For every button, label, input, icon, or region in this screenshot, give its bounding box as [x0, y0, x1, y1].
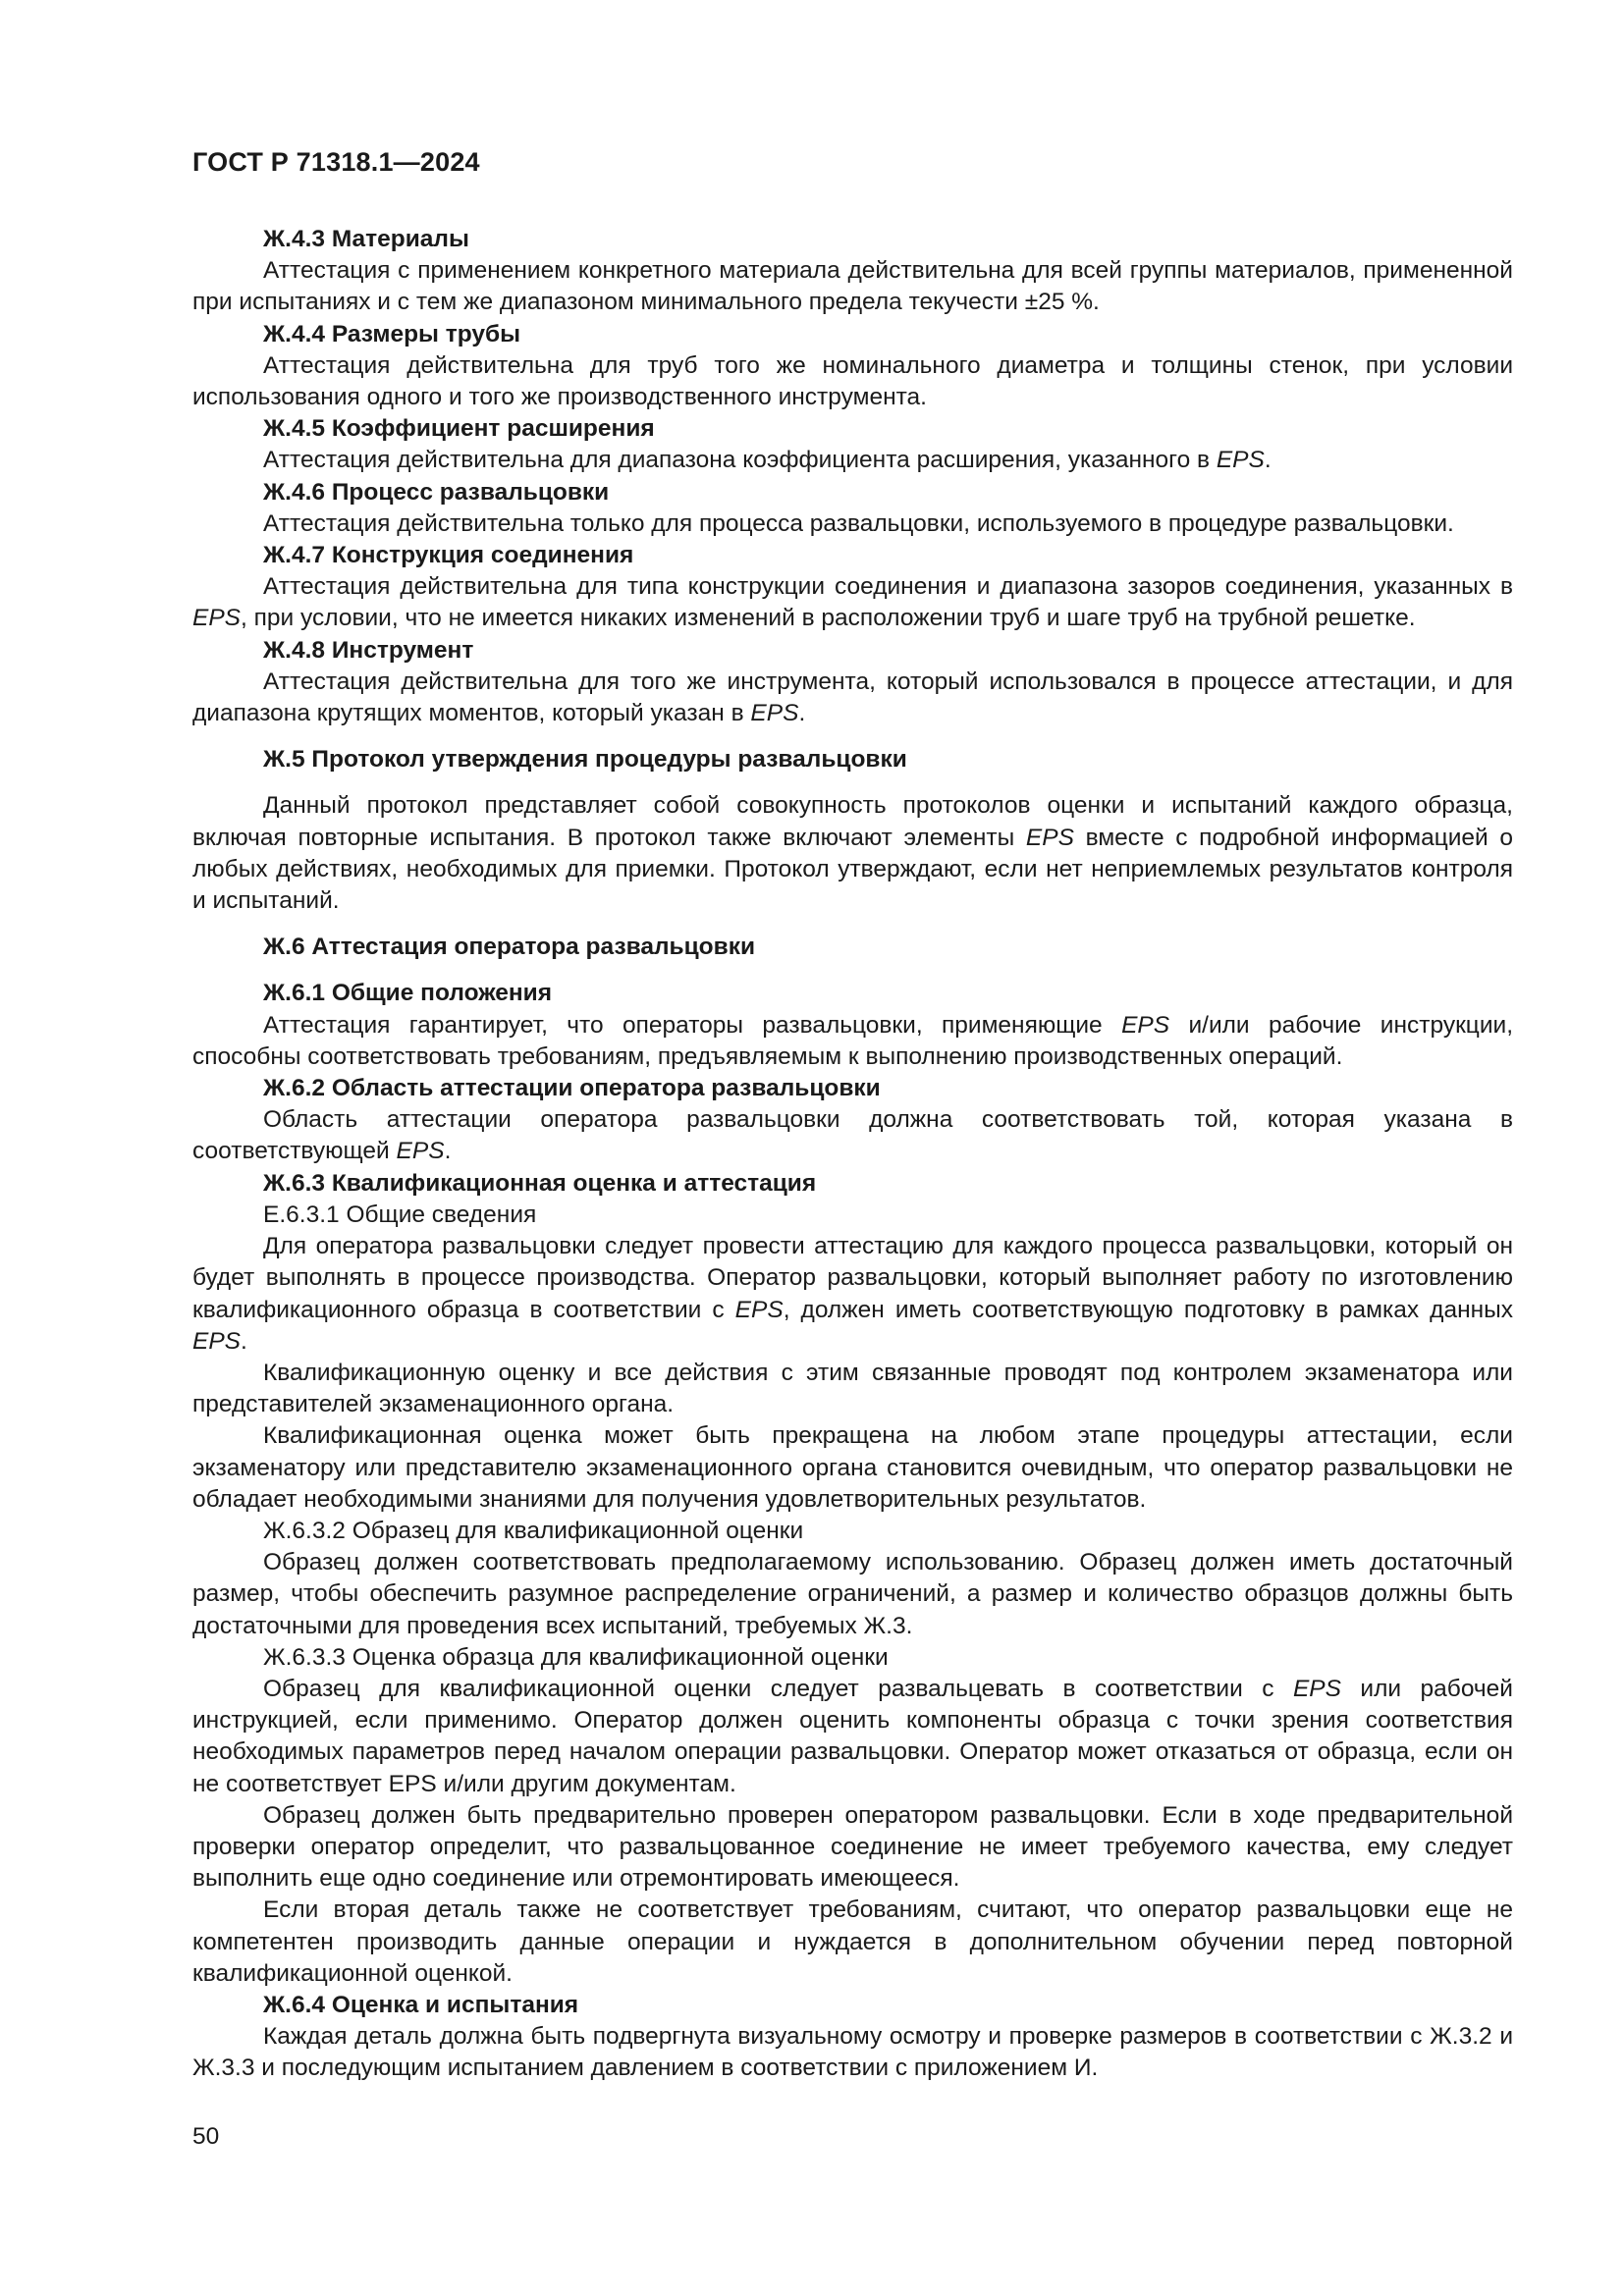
text-run: Образец должен соответствовать предполагаемому использованию. Образец должен иметь достаточный размер, чтобы обеспечить разумное распределение ограничений, а размер и количество образцов должны быть достаточными для проведения всех испытаний, требуемых Ж.3. [192, 1549, 1513, 1639]
abbreviation-italic: EPS [750, 700, 799, 727]
section-heading [192, 744, 1513, 775]
text-run: или рабочей инструкцией, если применимо. Оператор должен оценить компоненты образца с точки зрения соответствия необходимых параметров перед началом операции развальцовки. Оператор может отказаться от образца, если он не соответствует EPS и/или другим документам. [192, 1675, 1513, 1797]
text-run: Для оператора развальцовки следует провести аттестацию для каждого процесса развальцовки, который он будет выполнять в процессе производства. Оператор развальцовки, который выполняет работу по изготовлению квалификационного образца в соответствии с [192, 1233, 1513, 1323]
text-run: Ж.6.3 Квалификационная оценка и аттестация [263, 1169, 817, 1197]
text-run: Квалификационную оценку и все действия с этим связанные проводят под контролем экзаменатора или представителей экзаменационного органа. [192, 1359, 1513, 1418]
text-run: . [444, 1138, 452, 1165]
paragraph [192, 1800, 1513, 1896]
text-run: . [798, 700, 806, 727]
standard-designation: ГОСТ Р 71318.1—2024 [192, 147, 480, 177]
abbreviation-italic: EPS [1025, 824, 1074, 851]
text-run: Ж.6.2 Область аттестации оператора развальцовки [263, 1075, 881, 1102]
text-run: Образец должен быть предварительно проверен оператором развальцовки. Если в ходе предварительной проверки оператор определит, что развальцованное соединение не имеет требуемого качества, ему следует выполнить еще одно соединение или отремонтировать имеющееся. [192, 1801, 1513, 1893]
text-run: , при условии, что не имеется никаких изменений в расположении труб и шаге труб на трубной решетке. [241, 605, 1416, 632]
section-heading [192, 540, 1513, 571]
text-run: . [1264, 447, 1272, 474]
text-run: Образец для квалификационной оценки следует развальцевать в соответствии с [263, 1675, 1293, 1702]
paragraph [192, 1104, 1513, 1167]
text-run: Ж.6.1 Общие положения [263, 980, 553, 1007]
paragraph [192, 1231, 1513, 1358]
paragraph [192, 667, 1513, 729]
paragraph [192, 1420, 1513, 1516]
paragraph [192, 571, 1513, 634]
text-run: Аттестация действительна для диапазона коэффициента расширения, указанного в [263, 447, 1217, 474]
text-run: Ж.6.4 Оценка и испытания [263, 1991, 579, 2018]
paragraph [192, 1674, 1513, 1800]
section-heading [192, 1168, 1513, 1200]
text-run: Ж.5 Протокол утверждения процедуры развальцовки [263, 746, 907, 774]
text-run: Аттестация с применением конкретного материала действительна для всей группы материалов, примененной при испытаниях и с тем же диапазоном минимального предела текучести ±25 %. [192, 257, 1513, 316]
section-heading [192, 932, 1513, 963]
paragraph [192, 1547, 1513, 1642]
text-run: Аттестация действительна для того же инструмента, который использовался в процессе аттестации, и для диапазона крутящих моментов, который указан в [192, 667, 1513, 727]
text-run: , должен иметь соответствующую подготовку в рамках данных [783, 1296, 1513, 1323]
text-run: Данный протокол представляет собой совокупность протоколов оценки и испытаний каждого образца, включая повторные испытания. В протокол также включают элементы [192, 792, 1513, 851]
section-heading [192, 319, 1513, 350]
text-run: Область аттестации оператора развальцовки должна соответствовать той, которая указана в соответствующей [192, 1106, 1513, 1165]
text-run: и/или рабочие инструкции, способны соответствовать требованиям, предъявляемым к выполнению производственных операций. [192, 1011, 1514, 1070]
text-run: Квалификационная оценка может быть прекращена на любом этапе процедуры аттестации, если экзаменатору или представителю экзаменационного органа становится очевидным, что оператор развальцовки не обладает необходимыми знаниями для получения удовлетворительных результатов. [192, 1422, 1513, 1513]
text-run: . [241, 1327, 247, 1355]
subsection-heading [192, 1642, 1513, 1674]
paragraph [192, 255, 1513, 318]
text-run: Аттестация действительна только для процесса развальцовки, используемого в процедуре развальцовки. [263, 509, 1454, 537]
paragraph [192, 445, 1513, 476]
section-heading [192, 477, 1513, 508]
abbreviation-italic: EPS [1216, 447, 1265, 474]
paragraph [192, 1895, 1513, 1990]
text-run: Если вторая деталь также не соответствует требованиям, считают, что оператор развальцовки еще не компетентен производить данные операции и нуждается в дополнительном обучении перед повторной квалификационной оценкой. [192, 1896, 1513, 1987]
text-run: Ж.4.8 Инструмент [263, 636, 474, 664]
section-heading [192, 978, 1513, 1009]
abbreviation-italic: EPS [1292, 1675, 1341, 1702]
text-run: Аттестация гарантирует, что операторы развальцовки, применяющие [263, 1011, 1122, 1039]
text-run: Ж.4.4 Размеры трубы [263, 320, 521, 347]
abbreviation-italic: EPS [192, 1327, 242, 1355]
paragraph [192, 1358, 1513, 1420]
abbreviation-italic: EPS [192, 605, 242, 632]
abbreviation-italic: EPS [734, 1296, 784, 1323]
text-run: Ж.6.3.3 Оценка образца для квалификационной оценки [263, 1643, 889, 1671]
text-run: Ж.4.6 Процесс развальцовки [263, 478, 610, 506]
page-number: 50 [192, 2123, 220, 2150]
text-run: вместе с подробной информацией о любых действиях, необходимых для приемки. Протокол утверждают, если нет неприемлемых результатов контроля и испытаний. [192, 824, 1514, 915]
paragraph [192, 508, 1513, 540]
text-run: Ж.4.7 Конструкция соединения [263, 542, 634, 569]
abbreviation-italic: EPS [396, 1138, 445, 1165]
section-heading [192, 1073, 1513, 1104]
paragraph [192, 1010, 1513, 1073]
text-run: Аттестация действительна для типа конструкции соединения и диапазона зазоров соединения, указанных в [263, 573, 1513, 601]
paragraph [192, 2021, 1513, 2084]
text-run: Каждая деталь должна быть подвергнута визуальному осмотру и проверке размеров в соответствии с Ж.3.2 и Ж.3.3 и последующим испытанием давлением в соответствии с приложением И. [192, 2023, 1513, 2082]
text-run: Ж.4.3 Материалы [263, 226, 469, 252]
subsection-heading [192, 1200, 1513, 1231]
section-heading [192, 224, 1513, 255]
text-run: Е.6.3.1 Общие сведения [263, 1201, 537, 1228]
abbreviation-italic: EPS [1121, 1011, 1170, 1039]
paragraph [192, 350, 1513, 413]
paragraph [192, 790, 1513, 917]
section-heading [192, 413, 1513, 445]
text-run: Ж.6 Аттестация оператора развальцовки [263, 934, 756, 961]
text-run: Аттестация действительна для труб того же номинального диаметра и толщины стенок, при условии использования одного и того же производственного инструмента. [192, 351, 1513, 411]
section-heading [192, 1990, 1513, 2021]
text-run: Ж.6.3.2 Образец для квалификационной оценки [263, 1517, 804, 1544]
text-run: Ж.4.5 Коэффициент расширения [263, 415, 655, 443]
subsection-heading [192, 1516, 1513, 1547]
document-body [192, 224, 1513, 2085]
section-heading [192, 635, 1513, 667]
